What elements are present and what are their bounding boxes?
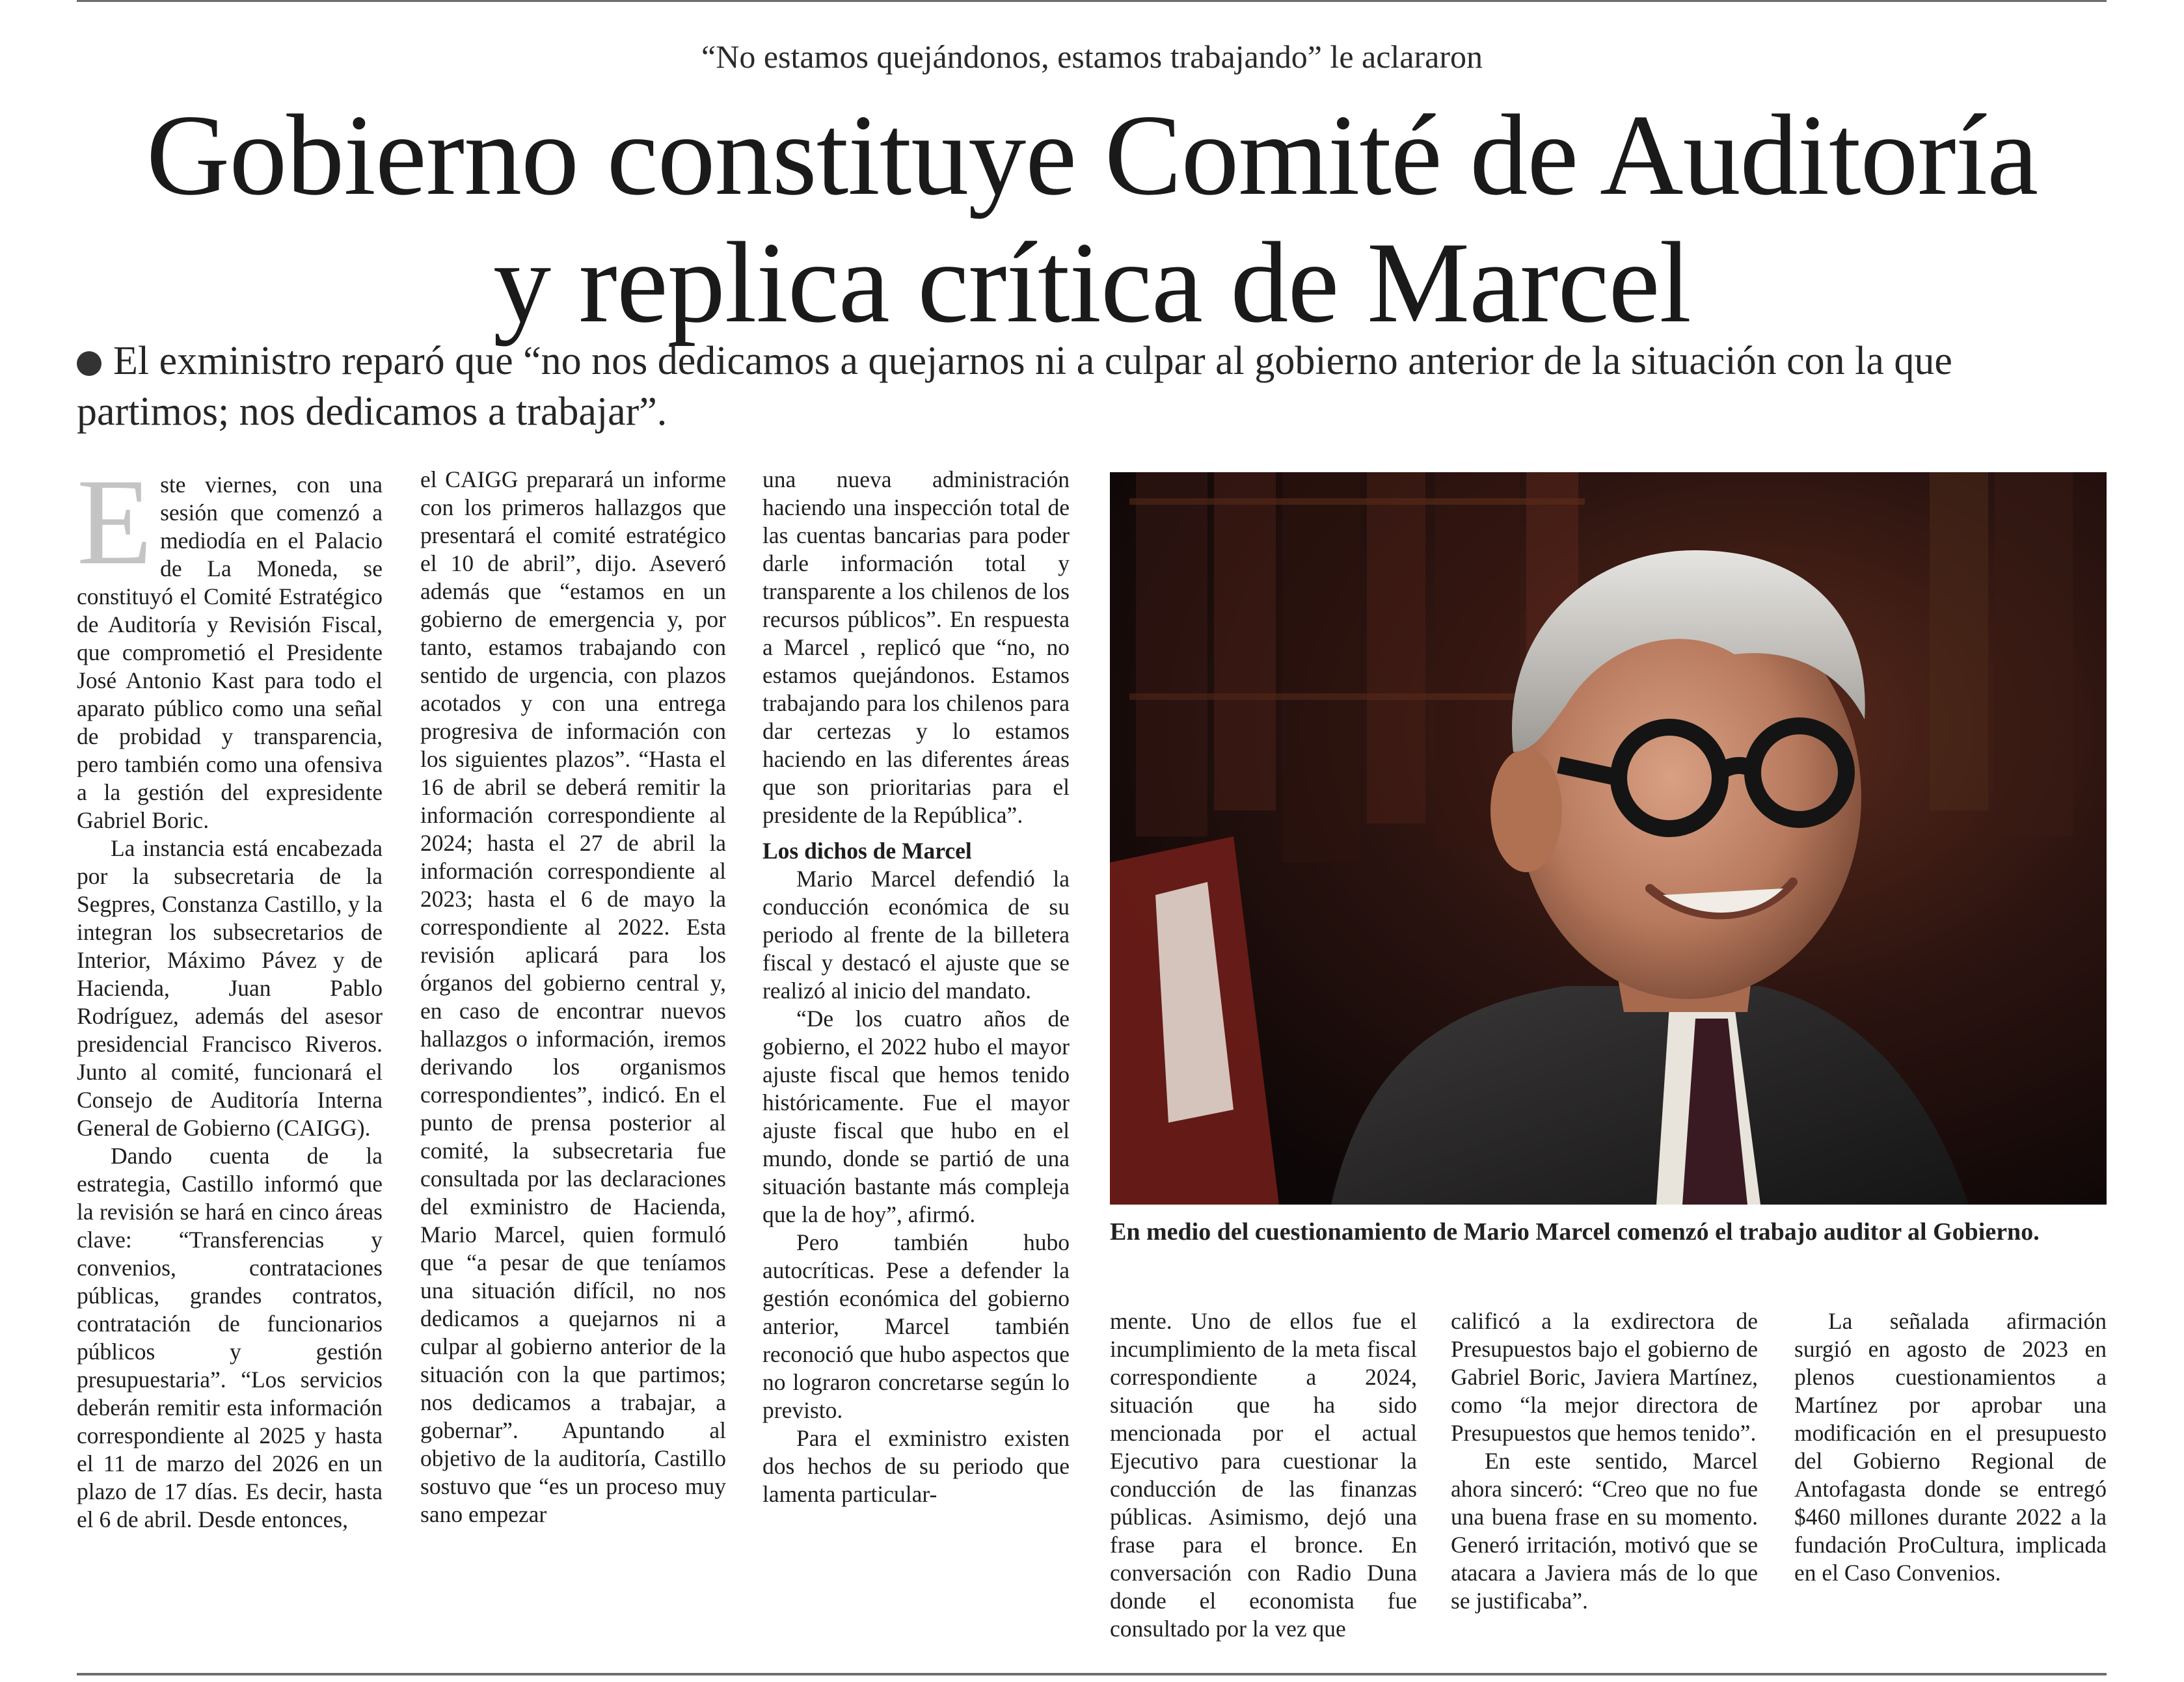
photo-mario-marcel [1110, 472, 2107, 1205]
body-paragraph: Dando cuenta de la estrategia, Castillo informó que la revisión se hará en cinco áreas clave: “Transferencias y convenios, contrataciones públicas, grandes contratos, contratación de funcionarios públicos y gestión presupuestaria”. “Los servicios deberán remitir esta información correspondiente al 2025 y hasta el 11 de marzo del 2026 en un plazo de 17 días. Es decir, hasta el 6 de abril. Desde entonces, [77, 1143, 383, 1532]
bullet-icon [77, 351, 101, 376]
column-3 [762, 466, 1070, 1508]
column-5 [1451, 1307, 1758, 1615]
summary-text: El exministro reparó que “no nos dedicamos a quejarnos ni a culpar al gobierno anterior de la situación con la que partimos; nos dedicamos a trabajar”. [77, 339, 1952, 434]
body-paragraph: La señalada afirmación surgió en agosto de 2023 en plenos cuestionamientos a Martínez por aprobar una modificación en el presupuesto del Gobierno Regional de Antofagasta donde se entregó $460 millones durante 2022 a la fundación ProCultura, implicada en el Caso Convenios. [1794, 1308, 2107, 1586]
body-paragraph: el CAIGG preparará un informe con los primeros hallazgos que presentará el comité estratégico el 10 de abril”, dijo. Aseveró además que “estamos en un gobierno de emergencia y, por tanto, estamos trabajando con sentido de urgencia, con plazos acotados y con una entrega progresiva de información con los siguientes plazos”. “Hasta el 16 de abril se deberá remitir la información correspondiente al 2024; hasta el 27 de abril la información correspondiente al 2023; hasta el 6 de mayo la correspondiente al 2022. Esta revisión aplicará para los órganos del gobierno central y, en caso de encontrar nuevos hallazgos o información, iremos derivando los organismos correspondientes”, indicó. En el punto de prensa posterior al comité, la subsecretaria fue consultada por las declaraciones del exministro de Hacienda, Mario Marcel, quien formuló que “a pesar de que teníamos una situación difícil, no nos dedicamos a quejarnos ni a culpar al gobierno anterior de la situación con la que partimos; nos dedicamos a trabajar, a gobernar”. Apuntando al objetivo de la auditoría, Castillo sostuvo que “es un proceso muy sano empezar [420, 466, 726, 1527]
body-paragraph: La instancia está encabezada por la subsecretaria de la Segpres, Constanza Castillo, y la integran los subsecretarios de Interior, Máximo Pávez y de Hacienda, Juan Pablo Rodríguez, además del asesor presidencial Francisco Riveros. Junto al comité, funcionará el Consejo de Auditoría Interna General de Gobierno (CAIGG). [77, 835, 383, 1141]
body-paragraph: “De los cuatro años de gobierno, el 2022 hubo el mayor ajuste fiscal que hemos tenido históricamente. Fue el mayor ajuste fiscal que hubo en el mundo, donde se partió de una situación bastante más compleja que la de hoy”, afirmó. [762, 1006, 1070, 1227]
body-paragraph: En este sentido, Marcel ahora sinceró: “Creo que no fue una buena frase en su momento. Generó irritación, motivó que se atacara a Javiera más de lo que se justificaba”. [1451, 1448, 1758, 1614]
drop-cap: E [77, 454, 153, 591]
body-paragraph: Para el exministro existen dos hechos de su periodo que lamenta particular- [762, 1425, 1070, 1507]
body-paragraph: mente. Uno de ellos fue el incumplimiento de la meta fiscal correspondiente a 2024, situación que ha sido mencionada por el actual Ejecutivo para cuestionar la conducción de las finanzas públicas. Asimismo, dejó una frase para el bronce. En conversación con Radio Duna donde el economista fue consultado por la vez que [1110, 1308, 1417, 1642]
column-4 [1110, 1307, 1417, 1643]
headline-line-2: y replica crítica de Marcel [493, 218, 1691, 347]
summary-deck [77, 336, 2113, 437]
subheading: Los dichos de Marcel [762, 838, 972, 864]
column-2 [420, 466, 726, 1528]
headline-line-1: Gobierno constituye Comité de Auditoría [146, 90, 2038, 219]
bottom-rule [77, 1673, 2107, 1675]
body-paragraph: Este viernes, con una sesión que comenzó a mediodía en el Palacio de La Moneda, se constituyó el Comité Estratégico de Auditoría y Revisión Fiscal, que comprometió el Presidente José Antonio Kast para todo el aparato público como una señal de probidad y transparencia, pero también como una ofensiva a la gestión del expresidente Gabriel Boric. [77, 454, 383, 833]
column-6 [1794, 1307, 2107, 1587]
photo-caption: En medio del cuestionamiento de Mario Marcel comenzó el trabajo auditor al Gobierno. [1110, 1218, 2040, 1246]
body-paragraph: una nueva administración haciendo una inspección total de las cuentas bancarias para poder darle información total y transparente a los chilenos de los recursos públicos”. En respuesta a Marcel , replicó que “no, no estamos quejándonos. Estamos trabajando para los chilenos para dar certezas y lo estamos haciendo en las diferentes áreas que son prioritarias para el presidente de la República”. [762, 466, 1070, 828]
column-1 [77, 454, 383, 1534]
headline [26, 91, 2158, 346]
top-rule [77, 0, 2107, 2]
body-paragraph: Pero también hubo autocríticas. Pese a defender la gestión económica del gobierno anterior, Marcel también reconoció que hubo aspectos que no lograron concretarse según lo previsto. [762, 1229, 1070, 1423]
body-paragraph: calificó a la exdirectora de Presupuestos bajo el gobierno de Gabriel Boric, Javiera Martínez, como “la mejor directora de Presupuestos que hemos tenido”. [1451, 1308, 1758, 1446]
kicker: “No estamos quejándonos, estamos trabajando” le aclararon [701, 38, 1483, 75]
body-paragraph: Mario Marcel defendió la conducción económica de su periodo al frente de la billetera fiscal y destacó el ajuste que se realizó al inicio del mandato. [762, 866, 1070, 1004]
